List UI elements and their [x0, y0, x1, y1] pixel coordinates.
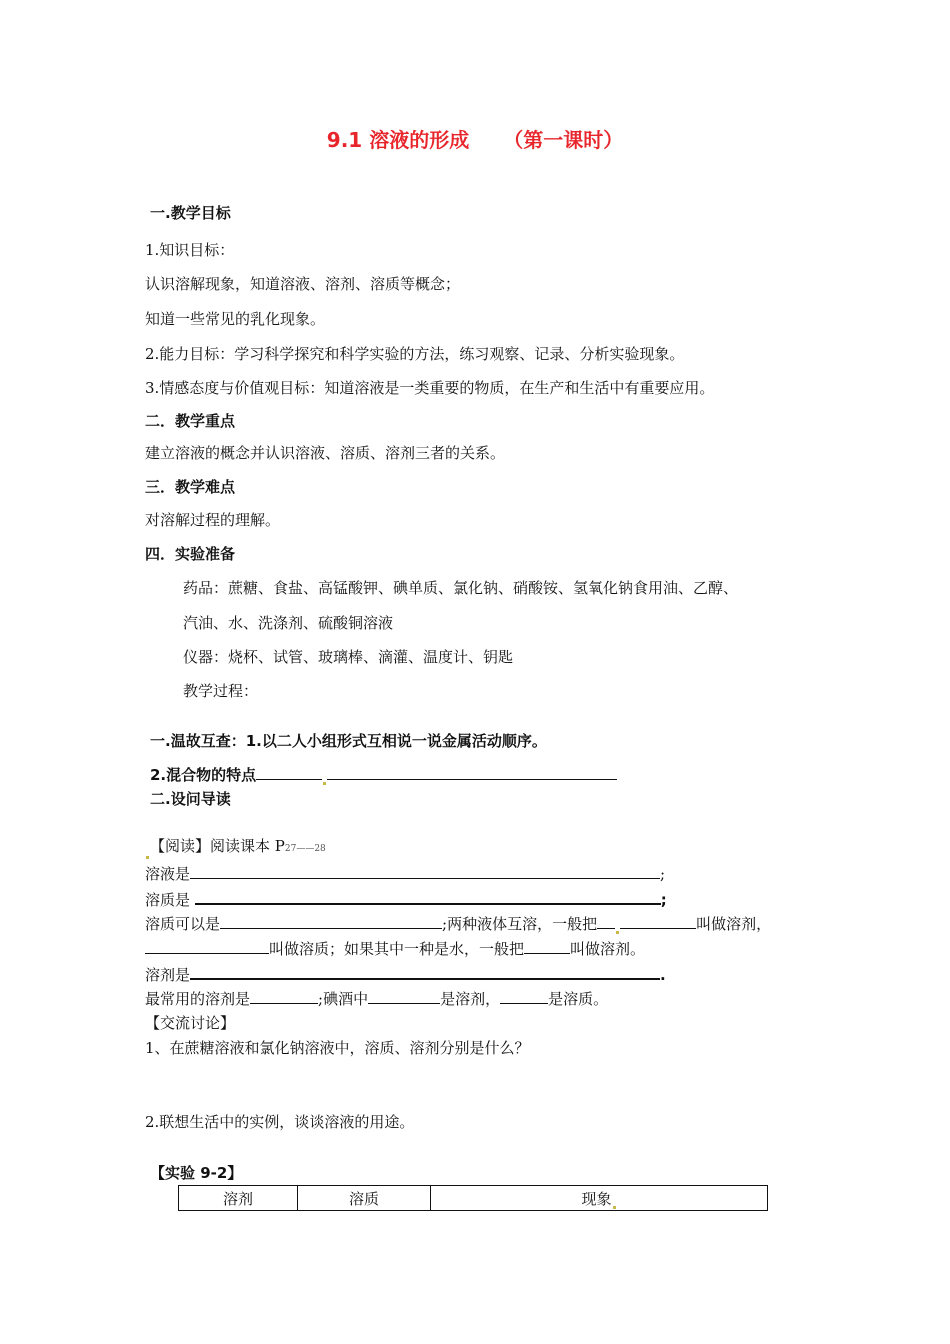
solute-definition — [145, 888, 667, 910]
discussion-question-2: 2.联想生活中的实例，谈谈溶液的用途。 — [145, 1113, 415, 1131]
review-line-1: 一.温故互查：1.以二人小组形式互相说一说金属活动顺序。 — [150, 732, 547, 750]
table-row — [179, 1186, 768, 1211]
iodine-text: ;碘酒中 — [318, 990, 369, 1008]
solution-label: 溶液是 — [145, 865, 191, 883]
knowledge-goal-2: 知道一些常见的乳化现象。 — [145, 310, 326, 328]
discussion-heading: 【交流讨论】 — [145, 1014, 236, 1032]
focus-text: 建立溶液的概念并认识溶液、溶质、溶剂三者的关系。 — [145, 444, 506, 462]
knowledge-goal-label: 1.知识目标： — [145, 241, 235, 259]
title-session: （第一课时） — [503, 128, 624, 152]
reading-line — [145, 836, 326, 859]
mixture-label: 2.混合物的特点 — [150, 766, 257, 784]
drugs-line-2: 汽油、水、洗涤剂、硫酸铜溶液 — [183, 614, 394, 632]
solute-label: 溶质是 — [145, 891, 191, 909]
solvent-label: 溶剂是 — [145, 966, 191, 984]
reading-label: 【阅读】阅读课本 P — [150, 837, 285, 855]
called-solute-text: 叫做溶质；如果其中一种是水，一般把 — [269, 940, 525, 958]
difficulty-text: 对溶解过程的理解。 — [145, 511, 281, 529]
two-liquids-text: ;两种液体互溶，一般把 — [442, 915, 598, 933]
drugs-line-1: 药品：蔗糖、食盐、高锰酸钾、碘单质、氯化钠、硝酸铵、氢氧化钠食用油、乙醇、 — [183, 579, 739, 597]
answer-blank — [368, 988, 440, 1004]
experiment-heading: 【实验 9-2】 — [150, 1164, 243, 1182]
review-line-2 — [150, 764, 617, 785]
answer-blank — [524, 938, 570, 954]
experiment-table — [178, 1185, 768, 1211]
emotion-goal: 3.情感态度与价值观目标：知道溶液是一类重要的物质，在生产和生活中有重要应用。 — [145, 379, 715, 397]
page-to: 28 — [314, 844, 326, 854]
page-title — [0, 124, 950, 153]
answer-blank — [620, 913, 696, 929]
solution-definition — [145, 863, 665, 884]
prep-heading: 四．实验准备 — [145, 545, 236, 563]
dot-mark — [616, 931, 619, 934]
solute-types — [145, 913, 771, 934]
difficulty-heading: 三．教学难点 — [145, 478, 236, 496]
goals-heading: 一.教学目标 — [150, 204, 231, 222]
common-solvent-line — [145, 988, 608, 1009]
column-header-phenomenon: 现象 — [431, 1186, 768, 1211]
title-number: 9.1 — [326, 128, 363, 152]
solute-can-be-label: 溶质可以是 — [145, 915, 221, 933]
column-header-solute: 溶质 — [298, 1186, 431, 1211]
answer-blank — [220, 913, 442, 929]
dot-mark — [323, 782, 326, 785]
is-solvent-text: 是溶剂， — [440, 990, 501, 1008]
answer-blank — [500, 988, 548, 1004]
semicolon: ; — [660, 891, 667, 909]
column-header-solvent: 溶剂 — [179, 1186, 298, 1211]
called-solvent-text-2: 叫做溶剂。 — [570, 940, 646, 958]
title-main: 溶液的形成 — [369, 128, 470, 152]
guide-heading: 二.设问导读 — [150, 790, 231, 808]
dot-mark — [613, 1206, 616, 1209]
answer-blank — [250, 988, 318, 1004]
period: . — [660, 966, 666, 984]
answer-blank — [190, 863, 660, 879]
is-solute-text: 是溶质。 — [548, 990, 609, 1008]
knowledge-goal-1: 认识溶解现象，知道溶液、溶剂、溶质等概念； — [145, 275, 461, 293]
answer-blank — [190, 963, 660, 980]
answer-blank — [145, 938, 269, 954]
answer-blank — [597, 913, 615, 929]
focus-heading: 二．教学重点 — [145, 412, 236, 430]
ability-goal: 2.能力目标：学习科学探究和科学实验的方法，练习观察、记录、分析实验现象。 — [145, 345, 685, 363]
answer-blank — [195, 888, 661, 905]
page-dash: —— — [296, 844, 315, 854]
water-solvent-line — [145, 938, 645, 959]
dot-mark — [146, 856, 149, 859]
instruments-line: 仪器：烧杯、试管、玻璃棒、滴灌、温度计、钥匙 — [183, 648, 514, 666]
semicolon: ; — [660, 865, 666, 883]
most-common-label: 最常用的溶剂是 — [145, 990, 251, 1008]
answer-blank — [256, 764, 322, 780]
process-label: 教学过程： — [183, 682, 259, 700]
called-solvent-text: 叫做溶剂， — [696, 915, 772, 933]
page-from: 27 — [284, 844, 297, 854]
discussion-question-1: 1、在蔗糖溶液和氯化钠溶液中，溶质、溶剂分别是什么？ — [145, 1039, 530, 1057]
answer-blank — [327, 764, 617, 780]
solvent-definition — [145, 963, 666, 985]
